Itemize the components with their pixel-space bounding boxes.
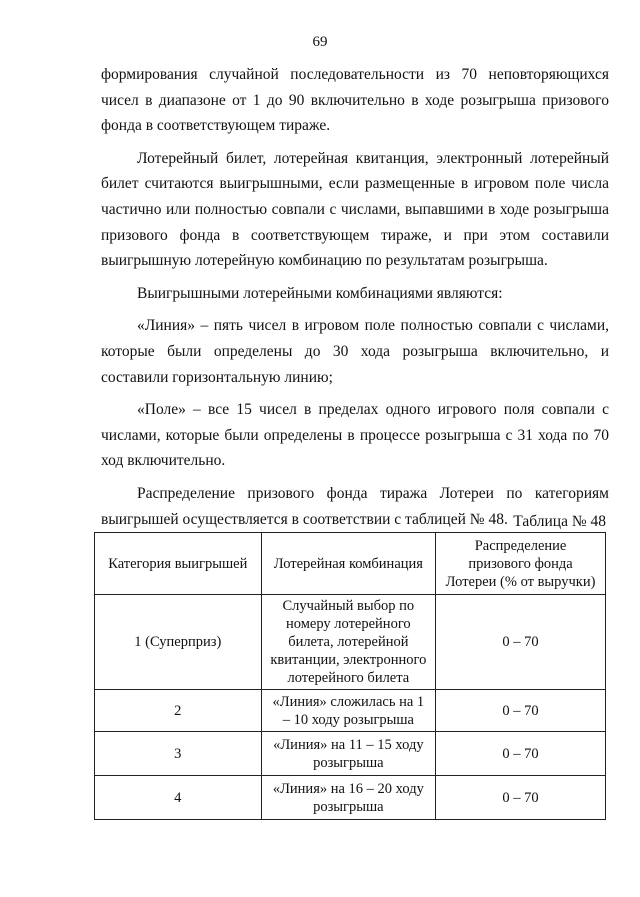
table-header-cell: Лотерейная комбинация <box>261 533 435 595</box>
table-cell: Случайный выбор по номеру лотерейного билета, лотерейной квитанции, электронного лотерейного билета <box>261 595 435 690</box>
prize-distribution-table <box>94 532 606 820</box>
table-cell: «Линия» на 11 – 15 ходу розыгрыша <box>261 732 435 776</box>
table-row <box>95 595 606 690</box>
table-cell: «Линия» сложилась на 1 – 10 ходу розыгрыша <box>261 690 435 732</box>
table-row <box>95 732 606 776</box>
table-header-cell: Категория выигрышей <box>95 533 262 595</box>
table-cell: «Линия» на 16 – 20 ходу розыгрыша <box>261 776 435 820</box>
paragraph-1: формирования случайной последовательности из 70 неповторяющихся чисел в диапазоне от 1 до 90 включительно в ходе розыгрыша призового фонда в соответствующем тираже. <box>101 66 609 135</box>
table-row <box>95 776 606 820</box>
table-header-row <box>95 533 606 595</box>
table-cell: 0 – 70 <box>436 732 606 776</box>
table-cell: 4 <box>95 776 262 820</box>
table-cell: 2 <box>95 690 262 732</box>
paragraph-6: Распределение призового фонда тиража Лотереи по категориям выигрышей осуществляется в соответствии с таблицей № 48. <box>101 484 609 528</box>
table-cell: 3 <box>95 732 262 776</box>
page-number: 69 <box>312 34 328 50</box>
table-cell: 1 (Суперприз) <box>95 595 262 690</box>
table-row <box>95 690 606 732</box>
table-cell: 0 – 70 <box>436 690 606 732</box>
paragraph-3: Выигрышными лотерейными комбинациями являются: <box>137 284 503 302</box>
paragraph-4: «Линия» – пять чисел в игровом поле полностью совпали с числами, которые были определены до 30 хода розыгрыша включительно, и составили горизонтальную линию; <box>101 317 609 386</box>
table-cell: 0 – 70 <box>436 776 606 820</box>
paragraph-2: Лотерейный билет, лотерейная квитанция, электронный лотерейный билет считаются выигрышными, если размещенные в игровом поле числа частично или полностью совпали с числами, выпавшими в ходе розыгрыша призового фонда в соответствующем тираже, и при этом составили выигрышную лотерейную комбинацию по результатам розыгрыша. <box>101 149 609 270</box>
table-header-cell: Распределение призового фонда Лотереи (% от выручки) <box>436 533 606 595</box>
body-text <box>101 62 609 539</box>
paragraph-5: «Поле» – все 15 чисел в пределах одного игрового поля совпали с числами, которые были определены в процессе розыгрыша с 31 хода по 70 ход включительно. <box>101 401 609 470</box>
table-caption: Таблица № 48 <box>513 513 606 530</box>
table-cell: 0 – 70 <box>436 595 606 690</box>
